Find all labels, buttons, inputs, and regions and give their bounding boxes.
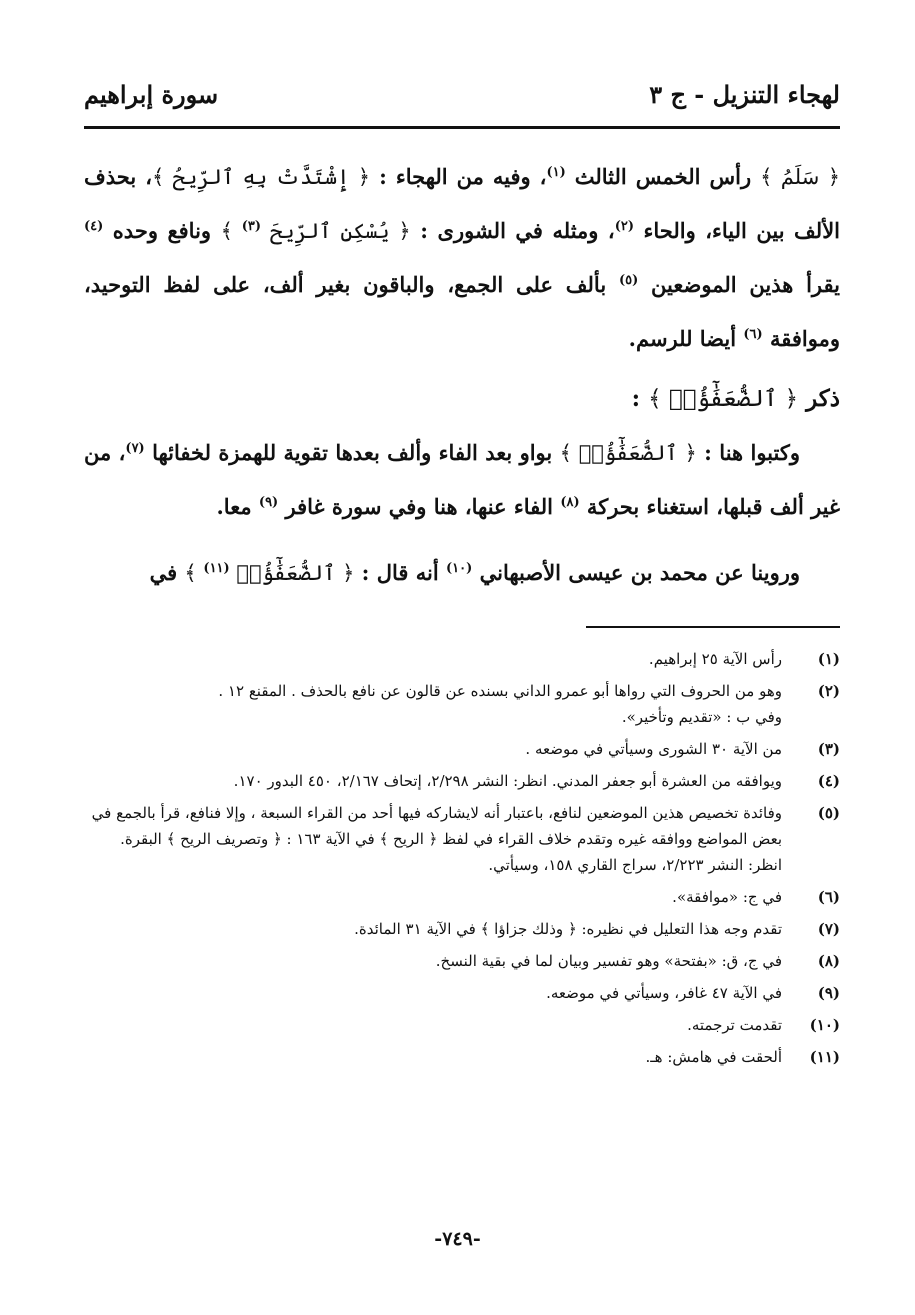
running-header <box>84 80 840 118</box>
text-run: أيضا للرسم. <box>628 326 744 351</box>
footnote-item <box>84 1044 840 1070</box>
book-title: لهجاء التنزيل - ج ٣ <box>649 80 840 109</box>
quran-quote-end: ﴾ <box>184 561 204 585</box>
text-run: ، بحذف الألف بين الياء، والحاء <box>84 164 840 243</box>
footnote-item <box>84 646 840 672</box>
footnote-text: ألحقت في هامش: هـ. <box>645 1048 782 1066</box>
footnote-text: في ج، ق: «بفتحة» وهو تفسير وبيان لما في بقية النسخ. <box>435 952 782 970</box>
footnote-text: في الآية ٤٧ غافر، وسيأتي في موضعه. <box>546 984 782 1002</box>
quran-quote: ﴿ يُسْكِنِ ٱلرِّيحَ <box>261 219 411 243</box>
footnote-text: تقدم وجه هذا التعليل في نظيره: ﴿ وذلك جزاؤا ﴾ في الآية ٣١ المائدة. <box>354 920 782 938</box>
quran-quote: ﴿ سَلَمُ ﴾ <box>760 165 841 189</box>
text-run: بواو بعد الفاء وألف بعدها تقوية للهمزة لخفائها <box>144 440 560 465</box>
header-rule <box>84 126 840 129</box>
text-run: ، وفيه من الهجاء : <box>370 164 547 189</box>
footnote-ref[interactable]: (٣) <box>241 219 262 234</box>
footnote-ref[interactable]: (١) <box>546 165 566 180</box>
footnote-number: (٦) <box>817 888 840 906</box>
surah-title: سورة إبراهيم <box>84 80 219 109</box>
footnote-number: (٨) <box>817 952 840 970</box>
footnote-text: من الآية ٣٠ الشورى وسيأتي في موضعه . <box>525 740 782 758</box>
footnote-item <box>84 800 840 878</box>
footnote-number: (٣) <box>817 740 840 758</box>
heading-word: ذكر <box>798 385 840 412</box>
footnote-number: (٢) <box>817 682 840 700</box>
footnote-text: ويوافقه من العشرة أبو جعفر المدني. انظر: النشر ٢/٢٩٨، إتحاف ٢/١٦٧، ٤٥٠ البدور ١٧٠. <box>233 772 782 790</box>
footnote-ref[interactable]: (٩) <box>258 495 279 510</box>
footnote-ref[interactable]: (٨) <box>560 495 580 510</box>
heading-colon: : <box>631 385 649 412</box>
footnote-number: (٧) <box>817 920 840 938</box>
footnote-item <box>84 948 840 974</box>
footnote-item <box>84 1012 840 1038</box>
quran-quote: ﴿ ٱلضُّعَفَٰٓؤُا۟ ﴾ <box>648 386 799 412</box>
text-run: وكتبوا هنا : <box>696 440 800 465</box>
footnote-number: (١٠) <box>809 1016 840 1034</box>
quran-quote: ﴿ ٱلضُّعَفَٰٓؤُا۟ <box>229 561 355 585</box>
text-run: بألف على الجمع، والباقون بغير ألف، على لفظ التوحيد، وموافقة <box>84 272 840 351</box>
footnote-item <box>84 736 840 762</box>
text-run: يقرأ هذين الموضعين <box>638 272 840 297</box>
page-number: -٧٤٩- <box>434 1228 481 1250</box>
footnote-item <box>84 678 840 730</box>
text-run: أنه قال : <box>354 560 447 585</box>
footnote-number: (٩) <box>817 984 840 1002</box>
footnotes-list <box>84 646 840 1076</box>
quran-quote: ﴿ ٱلضُّعَفَٰٓؤُا۟ ﴾ <box>559 441 697 465</box>
footnote-number: (١) <box>817 650 840 668</box>
paragraph-1 <box>84 150 840 366</box>
footnote-number: (٥) <box>817 804 840 822</box>
text-run: معا. <box>216 494 259 519</box>
footnote-ref[interactable]: (٤) <box>84 219 104 234</box>
footnote-text: في ج: «موافقة». <box>672 888 782 906</box>
footnote-ref[interactable]: (٥) <box>618 273 639 288</box>
footnote-text: تقدمت ترجمته. <box>687 1016 782 1034</box>
footnote-ref[interactable]: (٧) <box>125 441 145 456</box>
footnote-ref[interactable]: (٢) <box>614 219 635 234</box>
footnote-number: (٤) <box>817 772 840 790</box>
footnote-item <box>84 884 840 910</box>
quran-quote: ﴿ إِشْتَدَّتْ بِهِ ٱلرِّيحُ ﴾ <box>152 165 371 189</box>
footnote-item <box>84 980 840 1006</box>
paragraph-2 <box>84 426 840 534</box>
footnote-text: رأس الآية ٢٥ إبراهيم. <box>648 650 782 668</box>
section-heading <box>84 372 840 426</box>
text-run: في <box>149 560 185 585</box>
paragraph-3 <box>84 546 840 600</box>
quran-quote-end: ﴾ <box>220 219 242 243</box>
footnote-ref[interactable]: (٦) <box>743 327 763 342</box>
text-run: ونافع وحده <box>103 218 221 243</box>
footnote-item <box>84 768 840 794</box>
text-run: وروينا عن محمد بن عيسى الأصبهاني <box>472 560 800 585</box>
footnote-text: وهو من الحروف التي رواها أبو عمرو الداني بسنده عن قالون عن نافع بالحذف . المقنع ١٢ . <box>218 682 782 700</box>
text-run: ، ومثله في الشورى : <box>410 218 615 243</box>
footnote-separator <box>586 626 840 628</box>
footnote-text: وفائدة تخصيص هذين الموضعين لنافع، باعتبار أنه لايشاركه فيها أحد من القراء السبعة ، وإلا فنافع، قرأ بالجمع في بعض المواضع ووافقه غيره وتقدم خلاف القراء في لفظ ﴿ الريح ﴾ في الآية ١٦٣ : ﴿ وتصريف الريح ﴾ البقرة. انظر: النشر ٢/٢٢٣، سراج القاري ١٥٨، وسيأتي. <box>91 804 782 874</box>
footnote-ref[interactable]: (١١) <box>203 561 230 576</box>
footnote-ref[interactable]: (١٠) <box>446 561 473 576</box>
text-run: الفاء عنها، هنا وفي سورة غافر <box>278 494 561 519</box>
footnote-item <box>84 916 840 942</box>
footnote-number: (١١) <box>809 1048 840 1066</box>
footnote-continuation: وفي ب : «تقديم وتأخير». <box>621 708 782 726</box>
text-run: ، من غير ألف قبلها، استغناء بحركة <box>84 440 840 519</box>
main-text <box>84 150 840 600</box>
text-run: رأس الخمس الثالث <box>565 164 761 189</box>
